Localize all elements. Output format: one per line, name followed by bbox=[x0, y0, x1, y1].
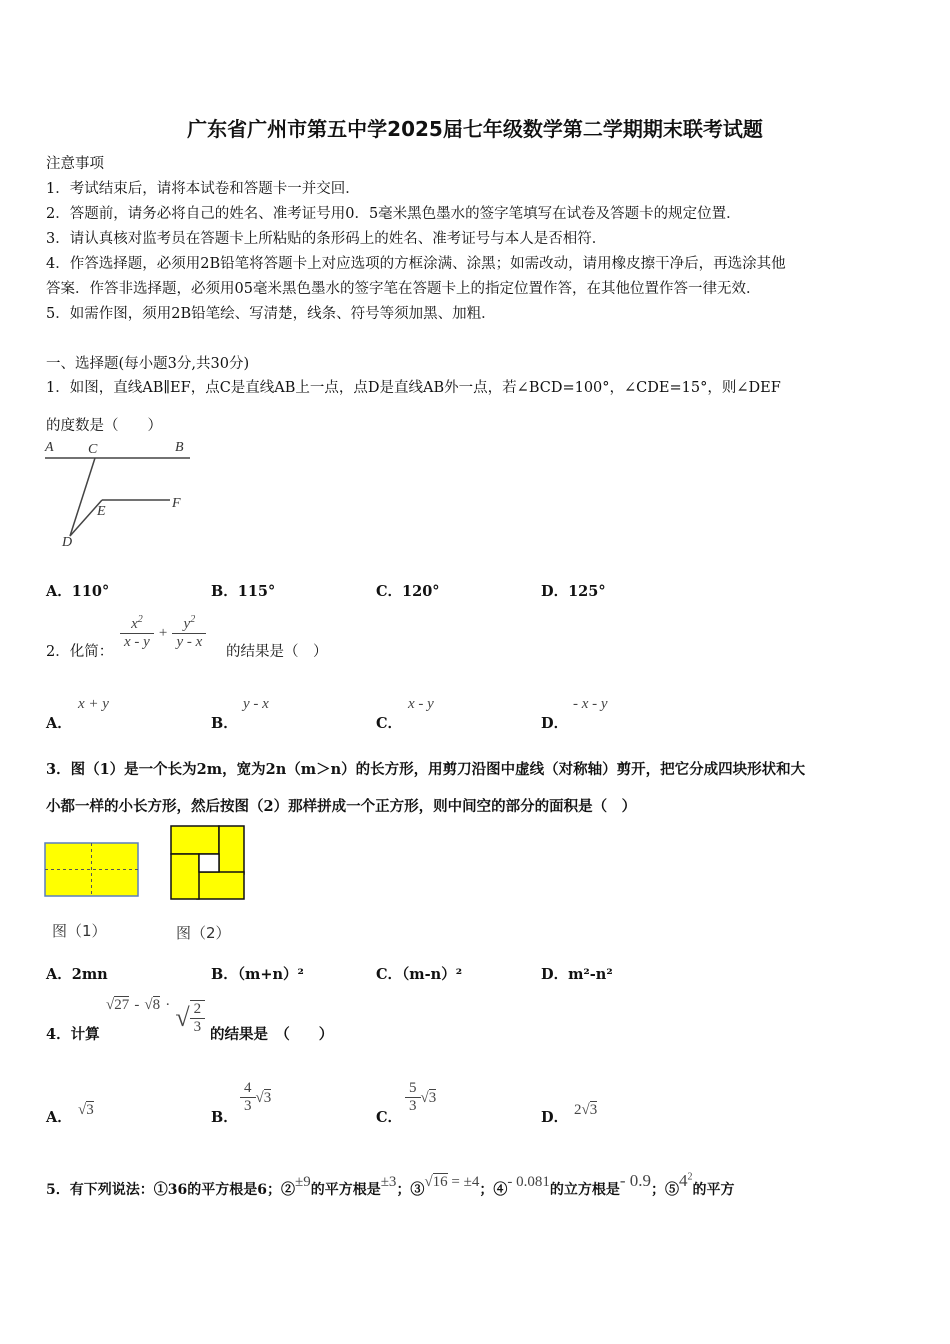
root-sign: √ bbox=[175, 1003, 190, 1032]
label-a: A bbox=[45, 440, 54, 455]
q2-suffix: 的结果是（ ） bbox=[226, 644, 328, 660]
dot-sign: · bbox=[165, 996, 171, 1013]
notice-item: 2．答题前，请务必将自己的姓名、准考证号用0．5毫米黑色墨水的签字笔填写在试卷及答题卡的规定位置． bbox=[46, 206, 741, 222]
q4-option-a[interactable]: A． bbox=[46, 1109, 72, 1126]
q4-suffix: 的结果是 （ ） bbox=[210, 1026, 334, 1043]
q3-figure-1 bbox=[44, 842, 140, 898]
notice-heading: 注意事项 bbox=[46, 156, 104, 172]
q2-option-d-value: - x - y bbox=[573, 696, 608, 712]
q1-option-b[interactable]: B．115° bbox=[211, 583, 276, 600]
fig2-square bbox=[170, 825, 246, 901]
q3-option-c[interactable]: C．（m-n）² bbox=[376, 966, 463, 983]
q1-option-d[interactable]: D．125° bbox=[541, 583, 606, 600]
notice-item: 3．请认真核对监考员在答题卡上所粘贴的条形码上的姓名、准考证号与本人是否相符． bbox=[46, 231, 607, 247]
q4-expression bbox=[106, 996, 205, 1050]
notice-item: 答案．作答非选择题，必须用05毫米黑色墨水的签字笔在答题卡上的指定位置作答，在其他位置作答一律无效． bbox=[46, 281, 761, 297]
fig1-rectangle bbox=[44, 842, 140, 898]
notice-item: 4．作答选择题，必须用2B铅笔将答题卡上对应选项的方框涂满、涂黑；如需改动，请用橡皮擦干净后，再选涂其他 bbox=[46, 256, 786, 272]
q4-option-c[interactable]: C． bbox=[376, 1109, 403, 1126]
q2-option-c[interactable]: C． bbox=[376, 715, 403, 732]
notice-item: 5．如需作图，须用2B铅笔绘、写清楚，线条、符号等须加黑、加粗． bbox=[46, 306, 496, 322]
q1-option-a[interactable]: A．110° bbox=[46, 583, 110, 600]
plus-sign: + bbox=[158, 625, 168, 641]
q2-option-c-value: x - y bbox=[408, 696, 434, 712]
root-fraction: $\frac{2}{3}$ bbox=[190, 1000, 206, 1036]
q2-prefix: 2．化简： bbox=[46, 644, 114, 660]
label-d: D bbox=[62, 535, 73, 550]
label-b: B bbox=[175, 440, 184, 455]
q5-text: 5．有下列说法：①36的平方根是6；②±9的平方根是±3；③√16 = ±4；④- 0.081的立方根是- 0.9；$⑤4^2$的平方 bbox=[46, 1171, 735, 1198]
q3-text: 3．图（1）是一个长为2m，宽为2n（m＞n）的长方形，用剪刀沿图中虚线（对称轴）剪开，把它分成四块形状和大 bbox=[46, 761, 806, 778]
q5-math-4: - 0.081 bbox=[507, 1174, 550, 1190]
line-cd bbox=[70, 458, 95, 536]
fraction-2: $\frac{y^2}{y - x}$ bbox=[172, 614, 206, 651]
q3-option-b[interactable]: B．（m+n）² bbox=[211, 966, 304, 983]
root-8: √8 bbox=[144, 996, 161, 1013]
q5-math-1: ±9 bbox=[294, 1174, 311, 1190]
q1-figure bbox=[40, 438, 200, 558]
q2-option-a-value: x + y bbox=[78, 696, 109, 712]
minus-sign: - bbox=[134, 996, 140, 1013]
q3-figure-2 bbox=[170, 825, 246, 901]
q3-option-a[interactable]: A．2mn bbox=[46, 966, 108, 983]
q2-option-b[interactable]: B． bbox=[211, 715, 238, 732]
q3-text-2: 小都一样的小长方形，然后按图（2）那样拼成一个正方形，则中间空的部分的面积是（ ） bbox=[46, 798, 637, 815]
q1-text-2: 的度数是（ ） bbox=[46, 418, 162, 434]
q5-math-2: ±3 bbox=[380, 1174, 397, 1190]
q4-prefix: 4．计算 bbox=[46, 1026, 100, 1043]
q4-option-d[interactable]: D． bbox=[541, 1109, 569, 1126]
q3-option-d[interactable]: D．m²-n² bbox=[541, 966, 613, 983]
label-e: E bbox=[97, 504, 106, 519]
q1-text: 1．如图，直线AB∥EF，点C是直线AB上一点，点D是直线AB外一点，若∠BCD=100°，∠CDE=15°，则∠DEF bbox=[46, 380, 781, 396]
section-heading: 一、选择题(每小题3分,共30分) bbox=[46, 356, 250, 372]
q5-math-6: $4^2$ bbox=[679, 1171, 693, 1190]
q2-expression bbox=[120, 614, 206, 651]
label-c: C bbox=[88, 442, 98, 457]
q4-option-b-value: $\frac{4}{3}$ √3 bbox=[240, 1080, 271, 1115]
q2-option-d[interactable]: D． bbox=[541, 715, 569, 732]
fig1-caption: 图（1） bbox=[52, 922, 107, 940]
q5-math-5: - 0.9 bbox=[619, 1171, 652, 1190]
q2-option-a[interactable]: A． bbox=[46, 715, 72, 732]
q5-math-3: √16 = ±4 bbox=[424, 1174, 480, 1190]
q4-option-a-value: √3 bbox=[78, 1102, 94, 1118]
label-f: F bbox=[172, 496, 181, 511]
notice-item: 1．考试结束后，请将本试卷和答题卡一并交回． bbox=[46, 181, 360, 197]
q1-option-c[interactable]: C．120° bbox=[376, 583, 440, 600]
q4-option-c-value: $\frac{5}{3}$ √3 bbox=[405, 1080, 436, 1115]
q4-option-d-value: 2√3 bbox=[574, 1102, 598, 1118]
q2-option-b-value: y - x bbox=[243, 696, 269, 712]
q4-option-b[interactable]: B． bbox=[211, 1109, 238, 1126]
fraction-1: $\frac{x^2}{x - y}$ bbox=[120, 614, 154, 651]
root-27: √27 bbox=[106, 996, 130, 1013]
page-title: 广东省广州市第五中学2025届七年级数学第二学期期末联考试题 bbox=[187, 117, 763, 141]
fig2-caption: 图（2） bbox=[176, 924, 231, 942]
